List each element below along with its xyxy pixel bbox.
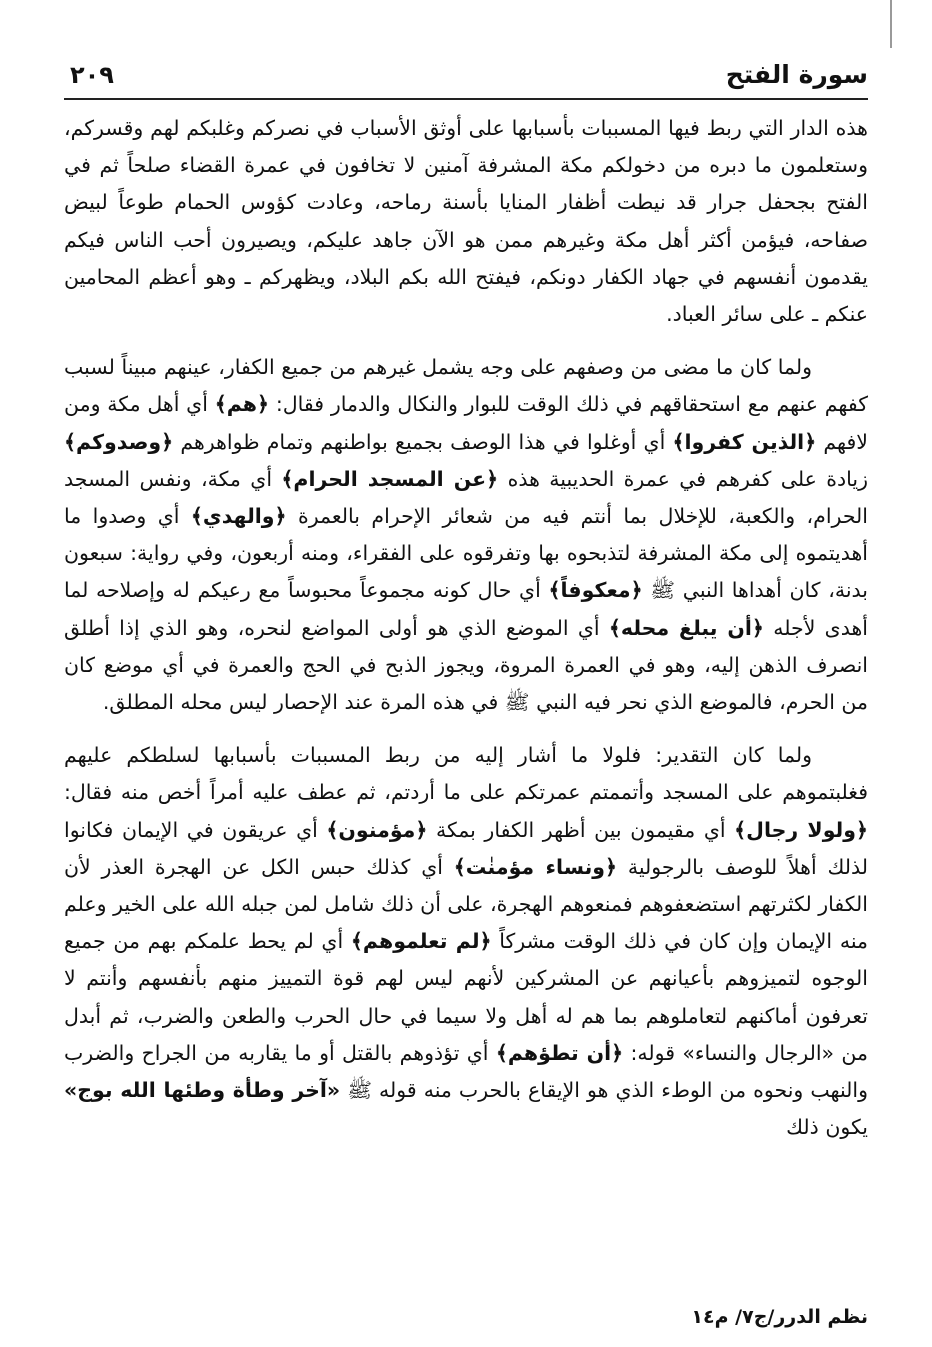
quran-quote: ﴿والهدي﴾ bbox=[190, 504, 287, 529]
quran-quote: ﴿ولولا رجال﴾ bbox=[734, 817, 868, 842]
text-span: أي مقيمون بين أظهر الكفار بمكة bbox=[427, 817, 735, 842]
text-span: ولما كان التقدير: فلولا ما أشار إليه من ربط المسببات بأسبابها لسلطكم عليهم فغلبتموهم على المسجد وأتممتم عمرتكم على ما أردتم، ثم عطف عليه أمراً أخص منه فقال: bbox=[64, 743, 868, 805]
main-text bbox=[64, 110, 868, 1146]
text-span: أي تؤذوهم بالقتل أو ما يقاربه من الجراح والضرب والنهب ونحوه من الوطء الذي هو الإيقاع بالحرب منه قوله ﷺ bbox=[64, 1040, 868, 1103]
text-span: أي حال كونه مجموعاً محبوساً مع رعيكم له وإصلاحه لما أهدى لأجله bbox=[64, 578, 868, 640]
quran-quote: ﴿أن تطؤهم﴾ bbox=[495, 1040, 624, 1065]
margin-mark bbox=[890, 0, 892, 48]
page-number: ٢٠٩ bbox=[70, 61, 114, 89]
text-span: زيادة على كفرهم في عمرة الحديبية هذه bbox=[498, 466, 869, 491]
text-span: أي أهل مكة ومن لافهم bbox=[64, 392, 868, 454]
surah-title: سورة الفتح bbox=[725, 60, 868, 89]
quran-quote: ﴿معكوفاً﴾ bbox=[548, 578, 643, 603]
paragraph-1: هذه الدار التي ربط فيها المسببات بأسبابها على أوثق الأسباب في نصركم وغلبكم لهم وقسركم، وستعلمون ما دبره من دخولكم مكة المشرفة آمنين لا تخافون في عمرة القضاء صلحاً ثم في الفتح بجحفل جرار قد نيطت أظفار المنايا بأسنة رماحه، وعادت كؤوس الحمام طوعاً لبيض صفاحه، فيؤمن أكثر أهل مكة وغيرهم ممن هو الآن جاهد عليكم، ويصيرون أحب الناس فيكم يقدمون أنفسهم في جهاد الكفار دونكم، فيفتح الله بكم البلاد، ويظهركم ـ وهو أعظم المحامين عنكم ـ على سائر العباد. bbox=[64, 116, 868, 327]
signature-line: نظم الدرر/ج٧/ م١٤ bbox=[691, 1306, 868, 1328]
quran-quote: ﴿هم﴾ bbox=[214, 392, 270, 417]
paragraph-2 bbox=[64, 349, 868, 721]
quran-quote: ﴿عن المسجد الحرام﴾ bbox=[281, 466, 499, 491]
header-divider bbox=[64, 98, 868, 100]
quran-quote: ﴿لم تعلموهم﴾ bbox=[350, 929, 492, 954]
quran-quote: ﴿وصدوكم﴾ bbox=[64, 429, 174, 454]
paragraph-3 bbox=[64, 737, 868, 1146]
quran-quote: ﴿أن يبلغ محله﴾ bbox=[608, 615, 764, 640]
text-span: أي لم يحط علمكم بهم من جميع الوجوه لتميزوهم بأعيانهم عن المشركين لأنهم ليس لهم قوة التمييز منهم بأنفسهم وأنتم لا تعرفون أماكنهم لتعاملوهم بما هم له أهل ولا سيما في حال الحرب والطعن والضرب، ثم أبدل من «الرجال والنساء» قوله: bbox=[64, 929, 868, 1065]
quran-quote: ﴿ونساء مؤمنٰت﴾ bbox=[453, 854, 618, 879]
quran-quote: ﴿الذين كفروا﴾ bbox=[672, 429, 817, 454]
text-span: يكون ذلك bbox=[786, 1115, 868, 1140]
text-span: أي الموضع الذي هو أولى المواضع لنحره، وهو الذي إذا أطلق انصرف الذهن إليه، وهو في العمرة المروة، ويجوز الذبح في الحج والعمرة في أي موضع كان من الحرم، فالموضع الذي نحر فيه النبي ﷺ في هذه المرة عند الإحصار ليس محله المطلق. bbox=[64, 615, 868, 715]
quran-quote: ﴿مؤمنون﴾ bbox=[326, 817, 428, 842]
text-span: أي عريقون في الإيمان فكانوا لذلك أهلاً للوصف بالرجولية bbox=[64, 817, 868, 879]
text-span: أي مكة، ونفس المسجد الحرام، والكعبة، للإخلال بما أنتم فيه من شعائر الإحرام بالعمرة bbox=[64, 466, 868, 529]
text-span: أي وصدوا ما أهديتموه إلى مكة المشرفة لتذبحوه بها وتفرقوه على الفقراء، ومنه أربعون، وفي رواية: سبعون بدنة، كان أهداها النبي ﷺ bbox=[64, 504, 868, 603]
text-span: ولما كان ما مضى من وصفهم على وجه يشمل غيرهم من جميع الكفار، عينهم مبيناً لسبب كفهم عنهم مع استحقاقهم في ذلك الوقت للبوار والنكال والدمار فقال: bbox=[64, 355, 868, 417]
hadith-quote: «آخر وطأة وطئها الله بوج» bbox=[64, 1078, 341, 1103]
running-header bbox=[64, 58, 868, 98]
text-span: أي كذلك حبس الكل عن الهجرة العذر لأن الكفار لكثرتهم استضعفوهم فمنعوهم الهجرة، على أن ذلك شامل لمن جبله الله على الخير وعلم منه الإيمان وإن كان في ذلك الوقت مشركاً bbox=[64, 854, 868, 954]
text-span: أي أوغلوا في هذا الوصف بجميع بواطنهم وتمام ظواهرهم bbox=[173, 429, 673, 454]
